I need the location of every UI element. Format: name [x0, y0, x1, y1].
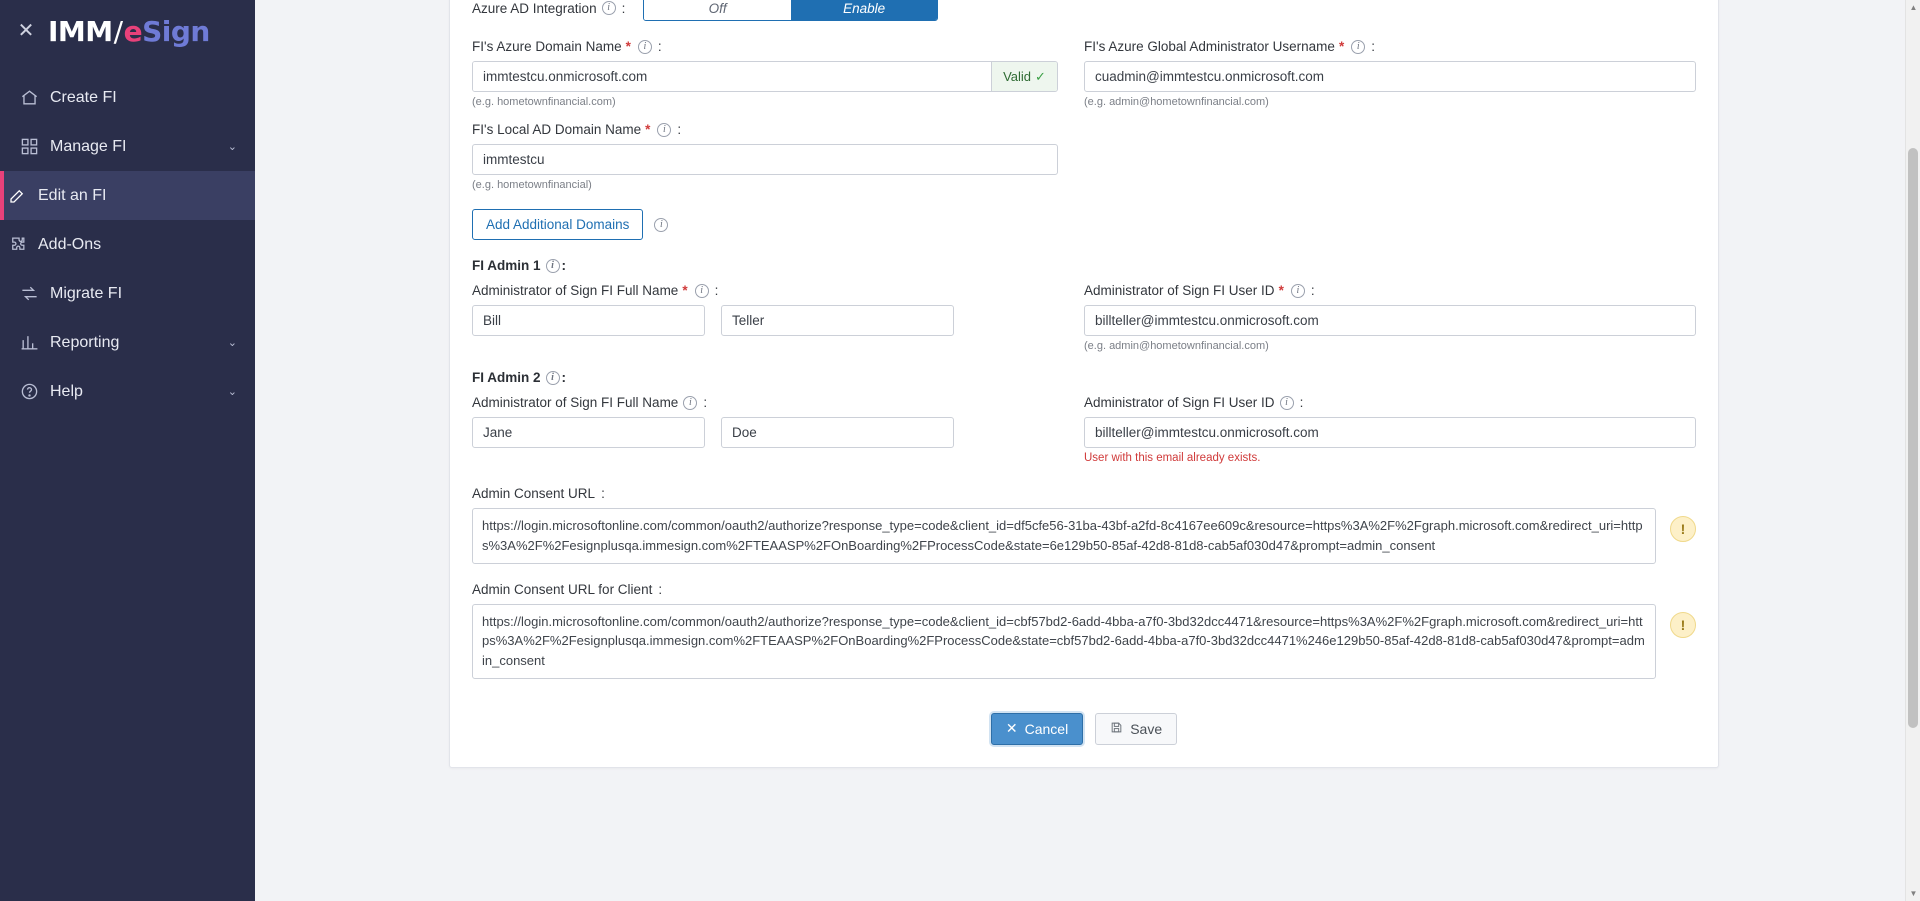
logo-sign: Sign: [142, 14, 210, 48]
azure-domain-label: FI's Azure Domain Name * i :: [472, 39, 662, 54]
info-icon[interactable]: i: [546, 259, 560, 273]
fi-admin-2-last-name-input[interactable]: [721, 417, 954, 448]
sidebar-item-edit-an-fi[interactable]: [0, 171, 255, 220]
sidebar-item-create-fi[interactable]: [0, 73, 255, 122]
save-button[interactable]: [1095, 713, 1177, 745]
sidebar-item-label: Add-Ons: [38, 235, 102, 253]
logo-e: e: [123, 14, 143, 48]
sidebar-item-migrate-fi[interactable]: [0, 269, 255, 318]
logo-slash: /: [113, 14, 123, 48]
info-icon[interactable]: i: [654, 218, 668, 232]
admin-consent-url-client-value[interactable]: https://login.microsoftonline.com/common/oauth2/authorize?response_type=code&client_id=cbf57bd2-6add-4bba-a7f0-3bd32dcc4471&resource=https%3A%2F%2Fgraph.microsoft.com&redirect_uri=https%3A%2F%2Fesignplusqa.immesign.com%2FTEAASP%2FOnBoarding%2FProcessCode&state=cbf57bd2-6add-4bba-a7f0-3bd32dcc4471%246e129b50-85af-42d8-81d8-cab5af030d47&prompt=admin_consent: [472, 604, 1656, 679]
fi-admin-1-title: FI Admin 1 i :: [472, 258, 567, 273]
cancel-button-label: Cancel: [1024, 720, 1069, 737]
fi-admin-1-userid-input[interactable]: [1084, 305, 1696, 336]
admin-consent-url-section: [472, 486, 1696, 564]
admin-consent-url-client-label: Admin Consent URL for Client :: [472, 581, 663, 597]
page-scrollbar[interactable]: [1905, 0, 1920, 901]
fi-admin-1-name-inputs: [472, 305, 1058, 336]
app-logo: [48, 15, 210, 48]
local-ad-domain-field: [472, 122, 1084, 191]
fi-admin-1-userid-hint: (e.g. admin@hometownfinancial.com): [1084, 340, 1269, 352]
sidebar-header: [0, 0, 255, 63]
azure-admin-username-input[interactable]: [1084, 61, 1696, 92]
fi-admin-2-userid-input[interactable]: [1084, 417, 1696, 448]
logo-imm: IMM: [48, 14, 113, 48]
admin-consent-url-client-section: [472, 582, 1696, 679]
azure-ad-toggle[interactable]: [643, 0, 938, 21]
local-ad-domain-hint: (e.g. hometownfinancial): [472, 179, 592, 191]
scroll-down-arrow-icon[interactable]: ▼: [1909, 889, 1918, 898]
info-icon[interactable]: i: [657, 123, 671, 137]
fi-admin-1-first-name-input[interactable]: [472, 305, 705, 336]
local-ad-domain-input[interactable]: [472, 144, 1058, 175]
info-icon[interactable]: i: [1351, 40, 1365, 54]
scroll-up-arrow-icon[interactable]: ▲: [1909, 3, 1918, 12]
azure-admin-username-field: [1084, 39, 1696, 108]
azure-ad-row: [472, 0, 1696, 21]
sidebar-item-add-ons[interactable]: [0, 220, 255, 269]
save-button-label: Save: [1130, 720, 1163, 737]
home-icon: [20, 88, 50, 107]
sidebar-item-label: Reporting: [50, 333, 120, 351]
add-additional-domains-button[interactable]: Add Additional Domains: [472, 209, 643, 240]
sidebar-item-label: Help: [50, 382, 83, 400]
azure-ad-label: Azure AD Integration i :: [472, 0, 626, 16]
azure-ad-form: [472, 0, 1696, 745]
azure-domain-field: [472, 39, 1084, 108]
warning-icon[interactable]: !: [1670, 612, 1696, 638]
sidebar-item-label: Migrate FI: [50, 284, 123, 302]
fi-admin-2-name-label: Administrator of Sign FI Full Name i :: [472, 395, 708, 410]
azure-admin-username-hint: (e.g. admin@hometownfinancial.com): [1084, 96, 1269, 108]
chevron-down-icon[interactable]: ⌄: [227, 337, 237, 349]
fi-admin-2-row: [472, 395, 1696, 464]
info-icon[interactable]: i: [638, 40, 652, 54]
transfer-icon: [20, 284, 50, 303]
question-icon: [20, 382, 50, 401]
azure-domain-input-group[interactable]: [472, 61, 1058, 92]
fi-admin-2-name-field: [472, 395, 1084, 464]
spacer-col: [1084, 122, 1696, 191]
fi-admin-1-name-field: [472, 283, 1084, 352]
fi-admin-1-last-name-input[interactable]: [721, 305, 954, 336]
main-content: [255, 0, 1920, 901]
admin-consent-url-row: [472, 486, 1696, 564]
admin-consent-url-value[interactable]: https://login.microsoftonline.com/common/oauth2/authorize?response_type=code&client_id=df5cfe56-31ba-43bf-a2fd-8c4167ee609c&resource=https%3A%2F%2Fgraph.microsoft.com&redirect_uri=https%3A%2F%2Fesignplusqa.immesign.com%2FTEAASP%2FOnBoarding%2FProcessCode&state=6e129b50-85af-42d8-81d8-cab5af030d47&prompt=admin_consent: [472, 508, 1656, 564]
close-icon[interactable]: ✕: [17, 20, 35, 42]
chevron-down-icon[interactable]: ⌄: [227, 141, 237, 153]
fi-admin-2-first-name-input[interactable]: [472, 417, 705, 448]
fi-admin-2-name-inputs: [472, 417, 1058, 448]
domain-admin-row: [472, 39, 1696, 108]
warning-icon[interactable]: !: [1670, 516, 1696, 542]
form-actions: [472, 713, 1696, 745]
azure-domain-hint: (e.g. hometownfinancial.com): [472, 96, 616, 108]
azure-admin-username-label: FI's Azure Global Administrator Username * i :: [1084, 39, 1375, 54]
sidebar-item-manage-fi[interactable]: [0, 122, 255, 171]
admin-consent-url-client-row: [472, 582, 1696, 679]
fi-admin-2-userid-field: [1084, 395, 1696, 464]
scrollbar-thumb[interactable]: [1908, 148, 1918, 728]
edit-fi-form-card: [449, 0, 1719, 768]
sidebar-item-label: Manage FI: [50, 137, 127, 155]
grid-icon: [20, 137, 50, 156]
fi-admin-2-userid-label: Administrator of Sign FI User ID i :: [1084, 395, 1304, 410]
pencil-icon: [8, 187, 38, 205]
fi-admin-1-row: [472, 283, 1696, 352]
chart-icon: [20, 333, 50, 352]
valid-badge: [991, 62, 1057, 91]
puzzle-icon: [8, 235, 38, 254]
info-icon[interactable]: i: [602, 1, 616, 15]
info-icon[interactable]: i: [683, 396, 697, 410]
sidebar-item-reporting[interactable]: [0, 318, 255, 367]
azure-ad-col: [472, 0, 1084, 21]
fi-admin-2-title: FI Admin 2 i :: [472, 370, 567, 385]
fi-admin-1-first-wrap: [472, 305, 705, 336]
sidebar-item-label: Edit an FI: [38, 186, 107, 204]
fi-admin-2-last-wrap: [721, 417, 954, 448]
sidebar-item-help[interactable]: [0, 367, 255, 416]
fi-admin-1-name-label: Administrator of Sign FI Full Name * i :: [472, 283, 719, 298]
sidebar-nav: [0, 73, 255, 416]
fi-admin-2-userid-error: User with this email already exists.: [1084, 452, 1261, 464]
local-ad-domain-label: FI's Local AD Domain Name * i :: [472, 122, 682, 137]
info-icon[interactable]: i: [1280, 396, 1294, 410]
valid-label: Valid: [1003, 69, 1032, 84]
close-icon: ✕: [1005, 720, 1018, 737]
toggle-option-off[interactable]: Off: [644, 0, 791, 20]
chevron-down-icon[interactable]: ⌄: [227, 386, 237, 398]
fi-admin-1-userid-label: Administrator of Sign FI User ID * i :: [1084, 283, 1315, 298]
local-ad-row: [472, 122, 1696, 191]
sidebar: [0, 0, 255, 901]
fi-admin-2-first-wrap: [472, 417, 705, 448]
info-icon[interactable]: i: [1291, 284, 1305, 298]
add-domains-row: [472, 209, 1696, 240]
info-icon[interactable]: i: [695, 284, 709, 298]
admin-consent-url-label: Admin Consent URL :: [472, 486, 605, 501]
azure-domain-input[interactable]: [473, 62, 991, 91]
cancel-button[interactable]: [991, 713, 1083, 745]
save-disk-icon: [1110, 721, 1123, 737]
fi-admin-1-userid-field: [1084, 283, 1696, 352]
toggle-option-enable[interactable]: Enable: [791, 0, 938, 20]
info-icon[interactable]: i: [546, 371, 560, 385]
sidebar-item-label: Create FI: [50, 88, 117, 106]
fi-admin-1-last-wrap: [721, 305, 954, 336]
check-icon: ✓: [1035, 68, 1046, 84]
